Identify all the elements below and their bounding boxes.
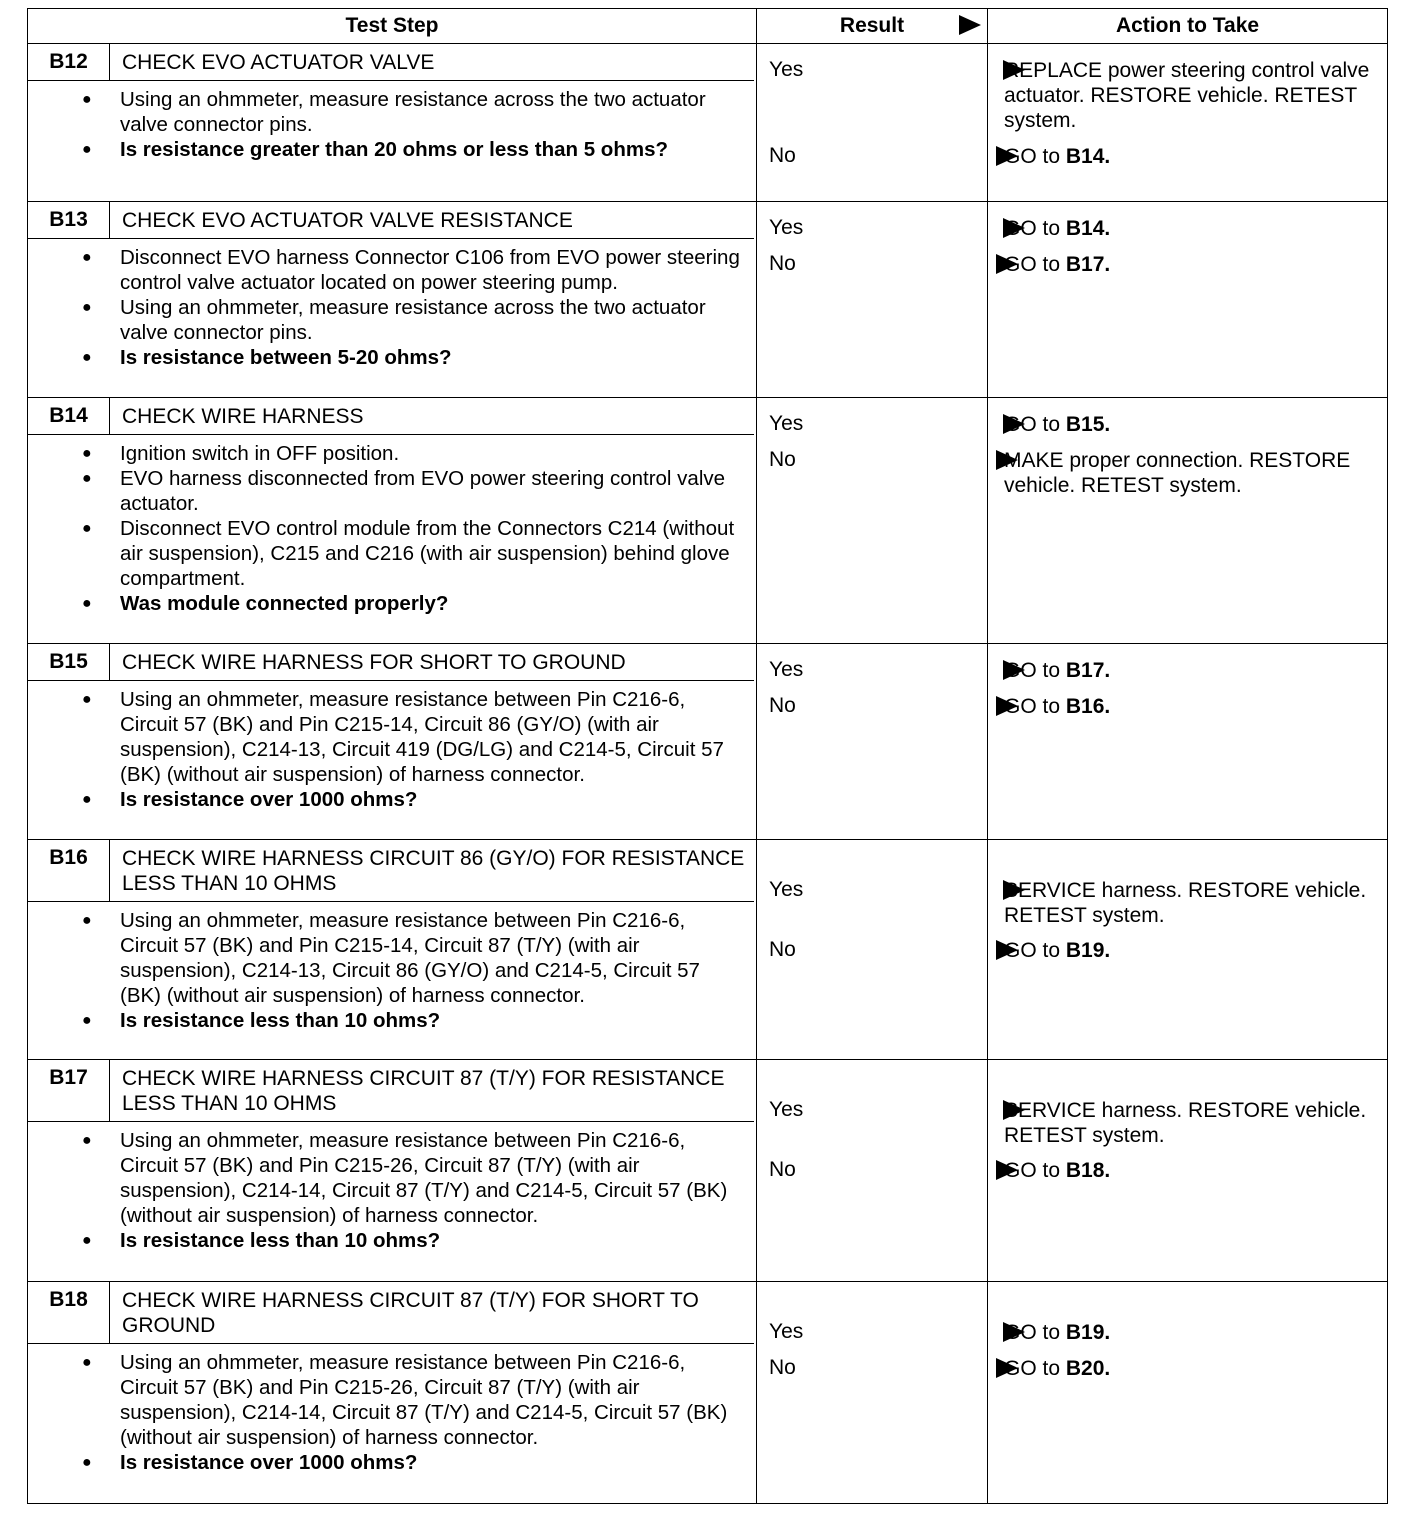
result-no [769,1158,796,1182]
test-step-cell [28,202,757,398]
result-cell [757,840,988,1060]
step-instructions [28,435,756,622]
table-row [28,644,1388,840]
result-label: No [769,144,796,167]
action-text [1004,1098,1377,1148]
action-target-step: B19. [1065,939,1111,962]
result-yes [769,58,803,82]
result-yes [769,1320,803,1344]
action-target-step: B14. [1065,145,1111,168]
step-question: ● Is resistance greater than 20 ohms or less than 5 ohms? [120,137,746,162]
step-instruction: ● Using an ohmmeter, measure resistance across the two actuator valve connector pins. [120,295,746,345]
action-instruction: GO to [1004,413,1066,436]
step-id: B15 [28,644,110,680]
result-label: No [769,448,796,471]
step-header [28,840,754,902]
step-instruction: ● Using an ohmmeter, measure resistance between Pin C216-6, Circuit 57 (BK) and Pin C215-14, Circuit 87 (T/Y) (with air suspension), C214-13, Circuit 86 (GY/O) and C214-5, Circuit 57 (BK) (without air suspension) of harness connector. [120,908,746,1008]
action-cell [988,1282,1388,1504]
step-title: CHECK EVO ACTUATOR VALVE RESISTANCE [122,209,573,232]
result-no [769,1356,796,1380]
step-id: B14 [28,398,110,434]
table-row [28,1060,1388,1282]
step-title: CHECK WIRE HARNESS CIRCUIT 87 (T/Y) FOR RESISTANCE LESS THAN 10 OHMS [122,1067,725,1115]
step-header [28,1282,754,1344]
action-cell [988,202,1388,398]
result-cell [757,44,988,202]
action-text [1004,216,1377,241]
action-instruction: GO to [1004,1321,1066,1344]
step-header [28,1060,754,1122]
action-instruction: GO to [1004,939,1066,962]
result-label: No [769,694,796,717]
step-instruction: ● Disconnect EVO control module from the Connectors C214 (without air suspension), C215 and C216 (with air suspension) behind glove compartment. [120,516,746,591]
action-instruction: GO to [1004,695,1066,718]
action-target-step: B14. [1065,217,1111,240]
action-instruction: GO to [1004,659,1066,682]
action-cell [988,1060,1388,1282]
action-instruction: REPLACE power steering control valve actuator. RESTORE vehicle. RETEST system. [1004,59,1370,132]
step-id: B12 [28,44,110,80]
result-label: No [769,1356,796,1379]
test-step-cell [28,1060,757,1282]
test-step-cell [28,644,757,840]
table-row [28,202,1388,398]
action-cell [988,644,1388,840]
step-title: CHECK WIRE HARNESS FOR SHORT TO GROUND [122,651,626,674]
table-header-row [28,9,1388,44]
step-instruction: ● Using an ohmmeter, measure resistance across the two actuator valve connector pins. [120,87,746,137]
action-text [1004,878,1377,928]
result-label: No [769,938,796,961]
result-label: Yes [769,1098,804,1121]
result-yes [769,878,803,902]
table-row [28,398,1388,644]
action-text [1004,1320,1377,1345]
result-label: Yes [769,412,804,435]
step-instruction: ● Using an ohmmeter, measure resistance between Pin C216-6, Circuit 57 (BK) and Pin C215-14, Circuit 86 (GY/O) (with air suspension), C214-13, Circuit 419 (DG/LG) and C214-5, Circuit 57 (BK) (without air suspension) of harness connector. [120,687,746,787]
action-text [1004,448,1377,498]
result-label: Yes [769,216,804,239]
step-question: ● Is resistance less than 10 ohms? [120,1228,746,1253]
step-id: B17 [28,1060,110,1121]
step-title: CHECK EVO ACTUATOR VALVE [122,51,435,74]
action-text [1004,144,1377,169]
action-instruction: GO to [1004,217,1066,240]
action-cell [988,44,1388,202]
result-no [769,448,796,472]
step-instructions [28,1344,756,1481]
result-label: Yes [769,658,804,681]
step-instructions [28,239,756,376]
action-text [1004,1356,1377,1381]
action-instruction: SERVICE harness. RESTORE vehicle. RETEST system. [1004,1099,1367,1147]
step-instructions [28,81,756,168]
action-text [1004,252,1377,277]
result-no [769,694,796,718]
action-target-step: B19. [1065,1321,1111,1344]
result-label: Yes [769,58,804,81]
step-instructions [28,681,756,818]
action-instruction: GO to [1004,253,1066,276]
step-instruction: ● Ignition switch in OFF position. [120,441,746,466]
header-result [757,9,988,44]
header-test-step: Test Step [28,9,757,44]
result-label: Yes [769,878,804,901]
header-action: Action to Take [988,9,1388,44]
step-title: CHECK WIRE HARNESS [122,405,364,428]
result-label: No [769,1158,796,1181]
table-body [28,44,1388,1504]
test-step-table [27,8,1388,1504]
result-no [769,144,796,168]
result-cell [757,202,988,398]
action-target-step: B17. [1065,659,1111,682]
step-header [28,644,754,681]
step-instruction: ● EVO harness disconnected from EVO power steering control valve actuator. [120,466,746,516]
step-id: B18 [28,1282,110,1343]
test-step-cell [28,398,757,644]
result-cell [757,644,988,840]
step-instruction: ● Using an ohmmeter, measure resistance between Pin C216-6, Circuit 57 (BK) and Pin C215-26, Circuit 87 (T/Y) (with air suspension), C214-14, Circuit 87 (T/Y) and C214-5, Circuit 57 (BK) (without air suspension) of harness connector. [120,1350,746,1450]
action-instruction: GO to [1004,1159,1066,1182]
result-cell [757,1282,988,1504]
result-yes [769,412,803,436]
step-header [28,398,754,435]
step-question: ● Is resistance over 1000 ohms? [120,1450,746,1475]
result-yes [769,216,803,240]
result-no [769,252,796,276]
action-cell [988,840,1388,1060]
result-yes [769,658,803,682]
action-instruction: MAKE proper connection. RESTORE vehicle. RETEST system. [1004,449,1351,497]
action-text [1004,412,1377,437]
table-row [28,840,1388,1060]
test-step-cell [28,1282,757,1504]
action-cell [988,398,1388,644]
result-no [769,938,796,962]
arrow-right-icon [959,15,981,35]
step-question: ● Is resistance between 5-20 ohms? [120,345,746,370]
action-target-step: B18. [1065,1159,1111,1182]
step-instruction: ● Using an ohmmeter, measure resistance between Pin C216-6, Circuit 57 (BK) and Pin C215-26, Circuit 87 (T/Y) (with air suspension), C214-14, Circuit 87 (T/Y) and C214-5, Circuit 57 (BK) (without air suspension) of harness connector. [120,1128,746,1228]
action-instruction: GO to [1004,1357,1066,1380]
result-cell [757,398,988,644]
action-text [1004,938,1377,963]
step-header [28,202,754,239]
step-title: CHECK WIRE HARNESS CIRCUIT 87 (T/Y) FOR SHORT TO GROUND [122,1289,699,1337]
action-target-step: B17. [1065,253,1111,276]
action-target-step: B16. [1065,695,1111,718]
step-instructions [28,902,756,1039]
test-step-cell [28,44,757,202]
test-step-cell [28,840,757,1060]
action-instruction: GO to [1004,145,1066,168]
step-question: ● Is resistance less than 10 ohms? [120,1008,746,1033]
result-yes [769,1098,803,1122]
table-row [28,1282,1388,1504]
action-text [1004,694,1377,719]
result-label: Yes [769,1320,804,1343]
step-title: CHECK WIRE HARNESS CIRCUIT 86 (GY/O) FOR RESISTANCE LESS THAN 10 OHMS [122,847,745,895]
step-instruction: ● Disconnect EVO harness Connector C106 from EVO power steering control valve actuator located on power steering pump. [120,245,746,295]
action-text [1004,1158,1377,1183]
action-target-step: B20. [1065,1357,1111,1380]
step-id: B13 [28,202,110,238]
step-instructions [28,1122,756,1259]
table-row [28,44,1388,202]
action-text [1004,58,1377,133]
header-result-label: Result [839,14,905,37]
result-label: No [769,252,796,275]
action-target-step: B15. [1065,413,1111,436]
step-question: ● Was module connected properly? [120,591,746,616]
step-header [28,44,754,81]
step-question: ● Is resistance over 1000 ohms? [120,787,746,812]
diagnostic-sheet [27,8,1387,1505]
action-instruction: SERVICE harness. RESTORE vehicle. RETEST system. [1004,879,1367,927]
result-cell [757,1060,988,1282]
step-id: B16 [28,840,110,901]
action-text [1004,658,1377,683]
